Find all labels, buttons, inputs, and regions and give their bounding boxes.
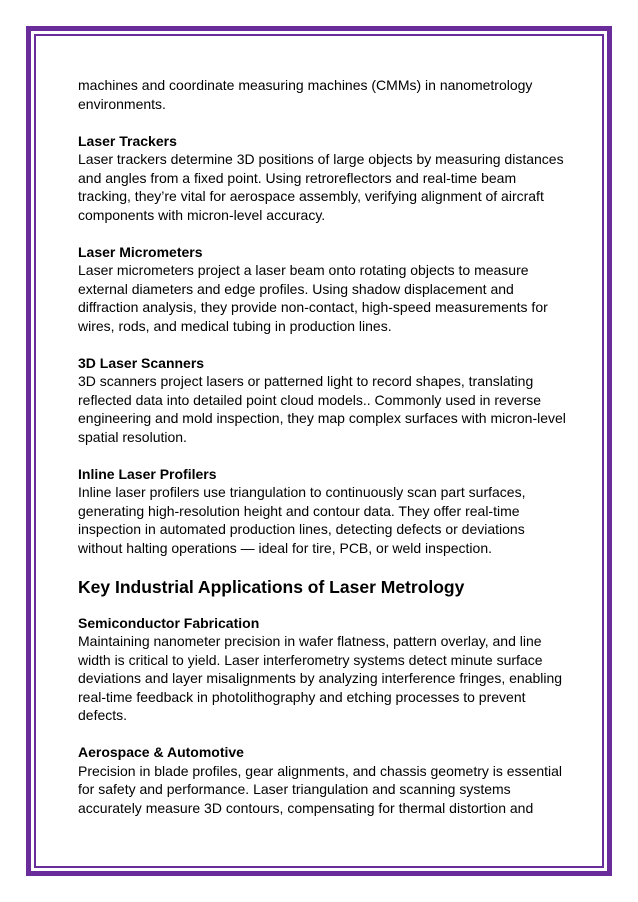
application-body: Maintaining nanometer precision in wafer flatness, pattern overlay, and line width is critical to yield. Laser interferometry systems detect minute surface deviations and layer misalignments by analyzing interference fringes, enabling real-time feedback in photolithography and etching processes to prevent defects. bbox=[78, 633, 563, 723]
application-title: Aerospace & Automotive bbox=[78, 744, 244, 760]
section-title: 3D Laser Scanners bbox=[78, 354, 205, 371]
section-title: Laser Trackers bbox=[78, 132, 177, 149]
applications-heading: Key Industrial Applications of Laser Metrology bbox=[78, 576, 465, 597]
application-body: Precision in blade profiles, gear alignments, and chassis geometry is essential for safety and performance. Laser triangulation and scanning systems accurately measure 3D contours, compensating for thermal distortion and bbox=[78, 762, 563, 816]
section-laser-micrometers bbox=[78, 243, 568, 336]
application-semiconductor bbox=[78, 614, 568, 725]
section-3d-laser-scanners bbox=[78, 354, 568, 447]
document-body bbox=[78, 76, 568, 817]
intro-paragraph: machines and coordinate measuring machines (CMMs) in nanometrology environments. bbox=[78, 77, 533, 112]
application-title: Semiconductor Fabrication bbox=[78, 614, 260, 631]
application-aerospace-automotive bbox=[78, 743, 568, 817]
section-title: Inline Laser Profilers bbox=[78, 465, 217, 482]
section-inline-laser-profilers bbox=[78, 465, 568, 558]
section-body: Inline laser profilers use triangulation to continuously scan part surfaces, generating high-resolution height and contour data. They offer real-time inspection in automated production lines, detecting defects or deviations without halting operations — ideal for tire, PCB, or weld inspection. bbox=[78, 484, 526, 556]
section-title: Laser Micrometers bbox=[78, 243, 203, 260]
section-laser-trackers bbox=[78, 132, 568, 225]
section-body: Laser trackers determine 3D positions of large objects by measuring distances and angles from a fixed point. Using retroreflectors and real-time beam tracking, they’re vital for aerospace assembly, verifying alignment of aircraft components with micron-level accuracy. bbox=[78, 151, 564, 223]
section-body: 3D scanners project lasers or patterned light to record shapes, translating reflected data into detailed point cloud models.. Commonly used in reverse engineering and mold inspection, they map complex surfaces with micron-level spatial resolution. bbox=[78, 373, 566, 445]
section-body: Laser micrometers project a laser beam onto rotating objects to measure external diameters and edge profiles. Using shadow displacement and diffraction analysis, they provide non-contact, high-speed measurements for wires, rods, and medical tubing in production lines. bbox=[78, 262, 548, 334]
